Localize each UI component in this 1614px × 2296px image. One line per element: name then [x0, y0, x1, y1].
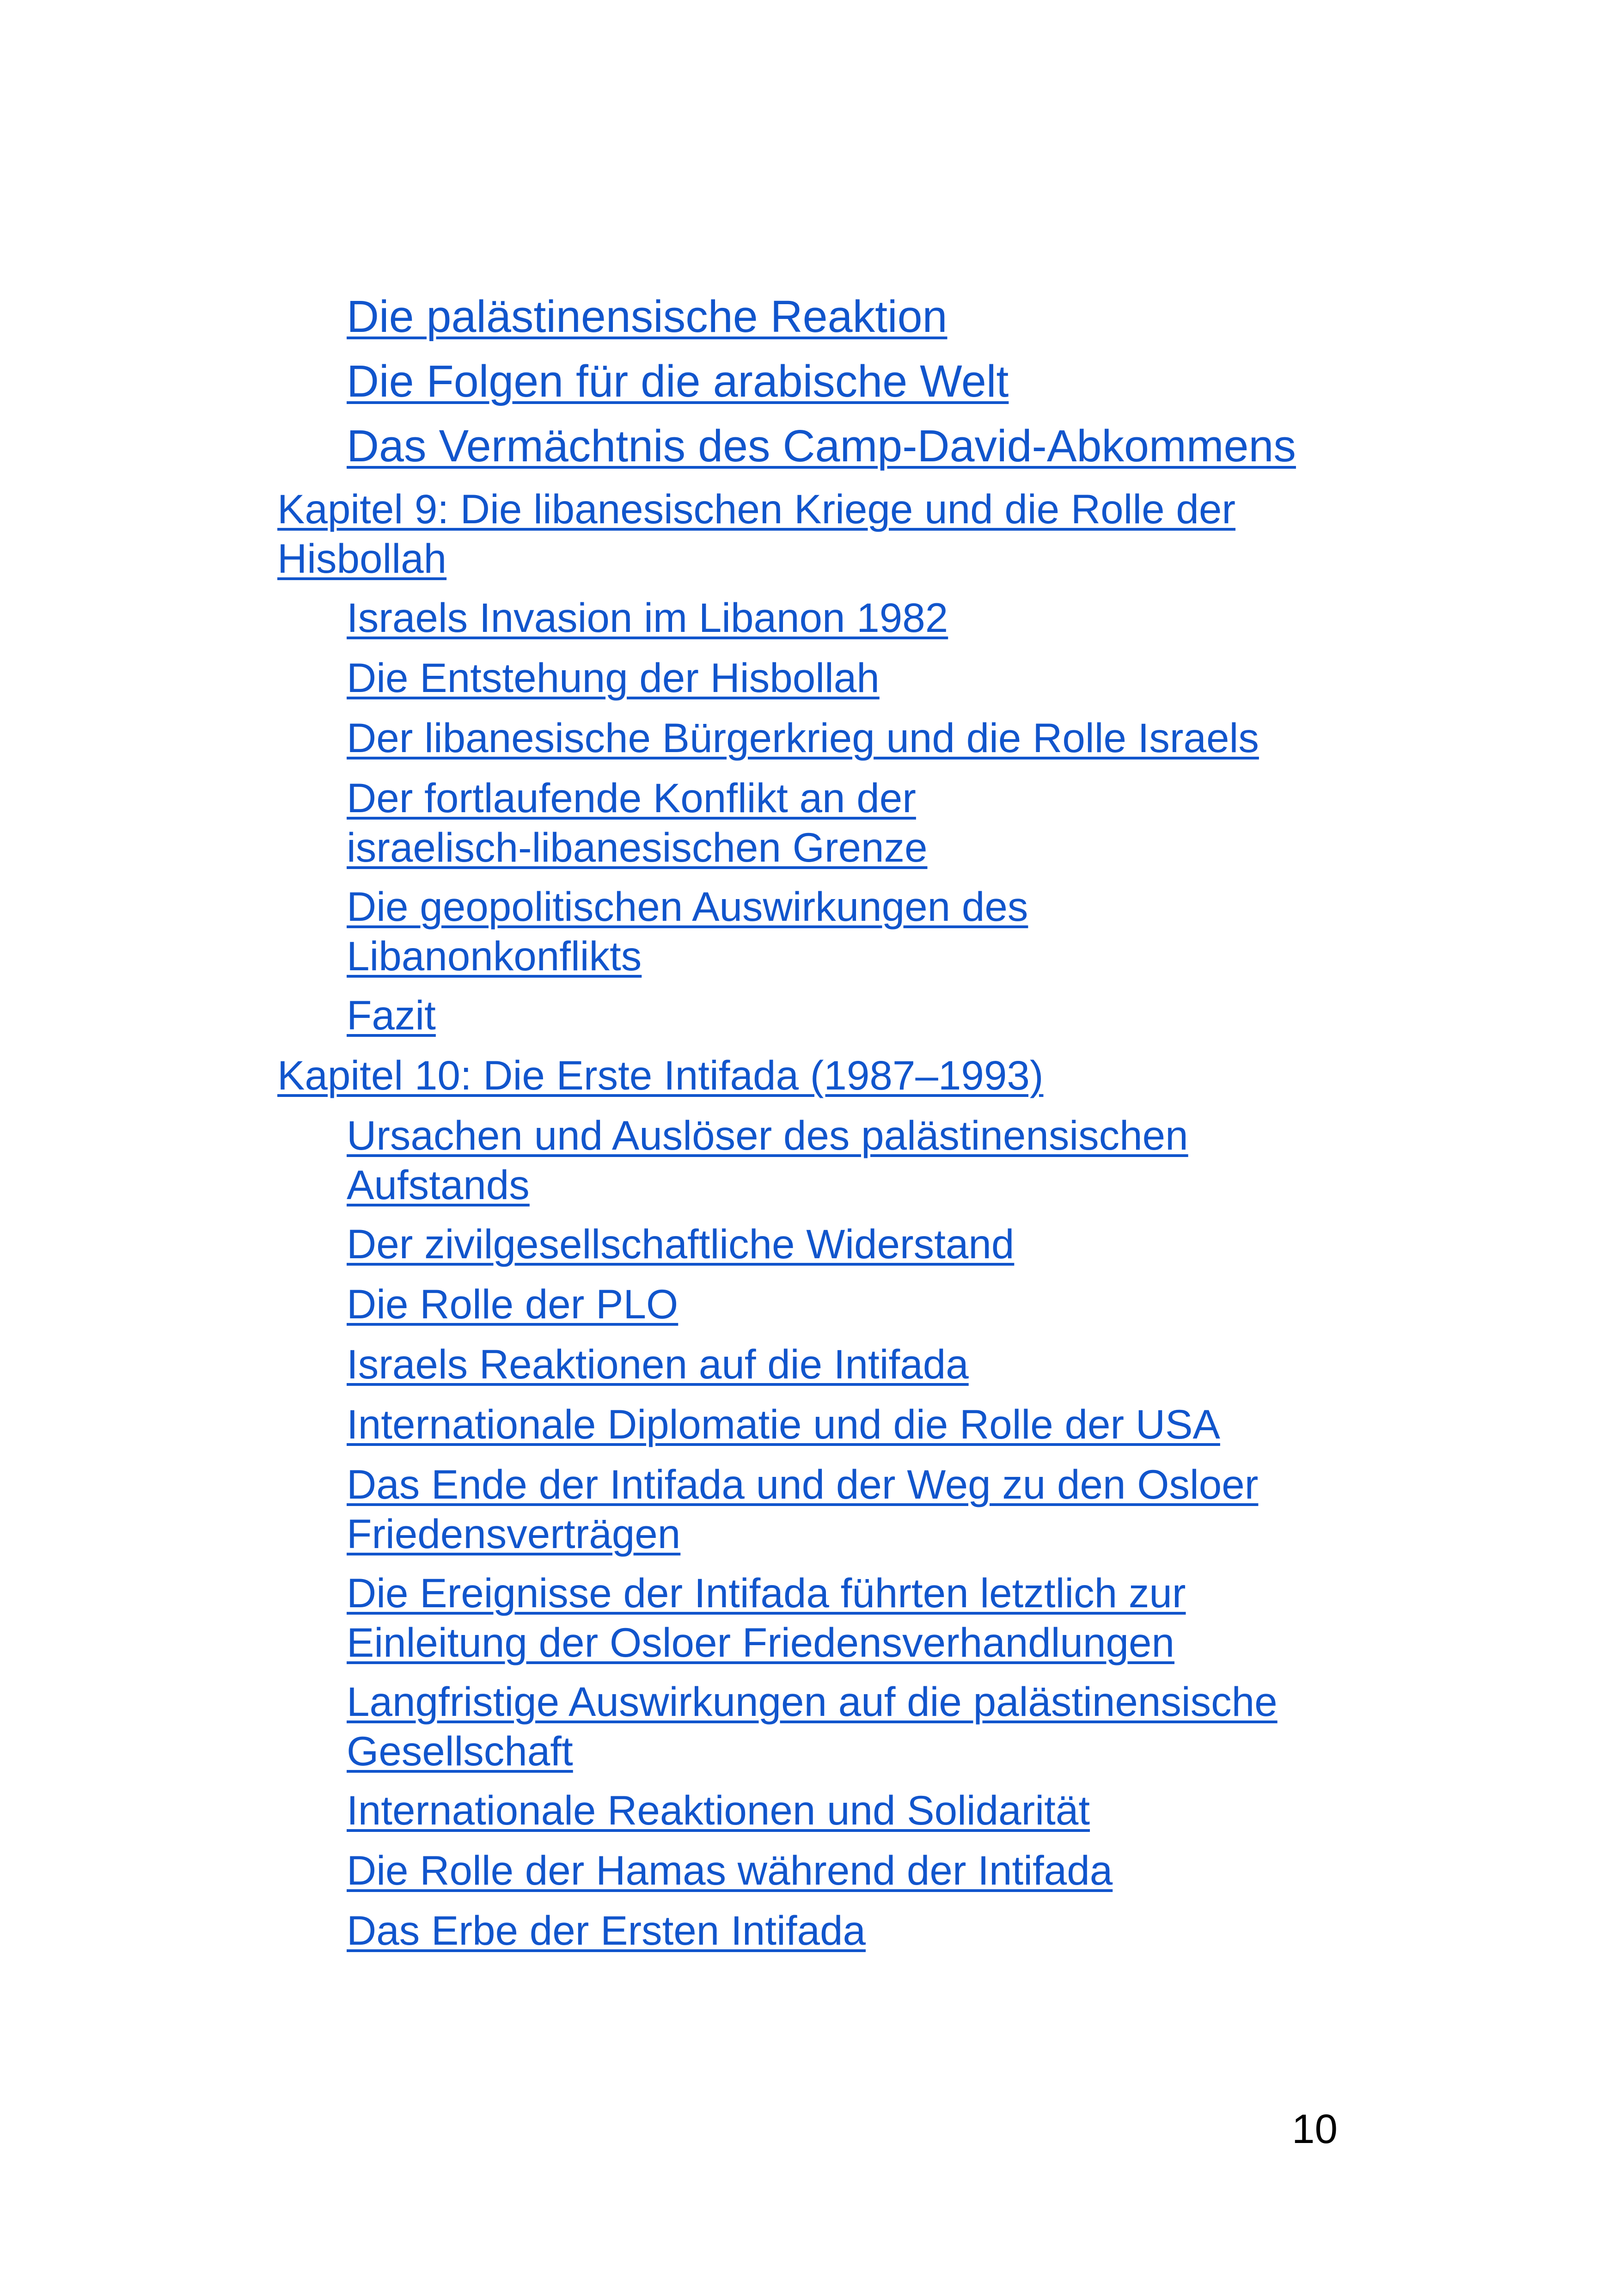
- toc-entry-ereignisse-der-intifada-line-1[interactable]: Die Ereignisse der Intifada führten letztlich zur: [347, 1570, 1186, 1616]
- toc-entry-ursachen-ausloeser-line-2[interactable]: Aufstands: [347, 1162, 530, 1208]
- toc-chapter-9-line-1[interactable]: Kapitel 9: Die libanesischen Kriege und die Rolle der: [277, 486, 1235, 532]
- toc-entry-entstehung-hisbollah[interactable]: Die Entstehung der Hisbollah: [347, 655, 880, 701]
- toc-entry-rolle-der-hamas[interactable]: Die Rolle der Hamas während der Intifada: [347, 1847, 1113, 1893]
- toc-entry-palaestinensische-reaktion[interactable]: Die palästinensische Reaktion: [347, 291, 948, 342]
- toc-entry-rolle-der-plo[interactable]: Die Rolle der PLO: [347, 1281, 679, 1327]
- toc-entry-internationale-diplomatie[interactable]: Internationale Diplomatie und die Rolle der USA: [347, 1401, 1220, 1447]
- toc-entry-ende-der-intifada-line-2[interactable]: Friedensverträgen: [347, 1511, 681, 1557]
- toc-chapter-9-line-2[interactable]: Hisbollah: [277, 535, 447, 582]
- toc-entry-fazit[interactable]: Fazit: [347, 992, 436, 1038]
- toc-entry-erbe-der-ersten-intifada[interactable]: Das Erbe der Ersten Intifada: [347, 1907, 866, 1953]
- toc-entry-fortlaufender-konflikt-line-2[interactable]: israelisch-libanesischen Grenze: [347, 824, 928, 870]
- toc-entry-folgen-arabische-welt[interactable]: Die Folgen für die arabische Welt: [347, 356, 1009, 406]
- toc-entry-ende-der-intifada-line-1[interactable]: Das Ende der Intifada und der Weg zu den Osloer: [347, 1461, 1259, 1507]
- toc-entry-internationale-reaktionen[interactable]: Internationale Reaktionen und Solidarität: [347, 1787, 1090, 1833]
- page-number: 10: [1292, 2106, 1338, 2152]
- toc-entry-zivilgesellschaftlicher-widerstand[interactable]: Der zivilgesellschaftliche Widerstand: [347, 1221, 1015, 1267]
- toc-entry-langfristige-auswirkungen-line-2[interactable]: Gesellschaft: [347, 1728, 573, 1774]
- toc-entry-langfristige-auswirkungen-line-1[interactable]: Langfristige Auswirkungen auf die palästinensische: [347, 1678, 1278, 1725]
- toc-entry-geopolitische-auswirkungen-line-2[interactable]: Libanonkonflikts: [347, 933, 642, 979]
- toc-entry-fortlaufender-konflikt-line-1[interactable]: Der fortlaufende Konflikt an der: [347, 775, 916, 821]
- toc-entry-libanesischer-buergerkrieg[interactable]: Der libanesische Bürgerkrieg und die Rolle Israels: [347, 715, 1259, 761]
- toc-chapter-10[interactable]: Kapitel 10: Die Erste Intifada (1987–1993): [277, 1052, 1044, 1098]
- toc-entry-israels-reaktionen[interactable]: Israels Reaktionen auf die Intifada: [347, 1341, 969, 1387]
- toc-entry-ursachen-ausloeser-line-1[interactable]: Ursachen und Auslöser des palästinensischen: [347, 1112, 1188, 1158]
- toc-entry-ereignisse-der-intifada-line-2[interactable]: Einleitung der Osloer Friedensverhandlungen: [347, 1619, 1174, 1665]
- toc-entry-vermaechtnis-camp-david[interactable]: Das Vermächtnis des Camp-David-Abkommens: [347, 421, 1296, 471]
- toc-entry-israels-invasion-libanon[interactable]: Israels Invasion im Libanon 1982: [347, 594, 948, 641]
- toc-entry-geopolitische-auswirkungen-line-1[interactable]: Die geopolitischen Auswirkungen des: [347, 883, 1028, 930]
